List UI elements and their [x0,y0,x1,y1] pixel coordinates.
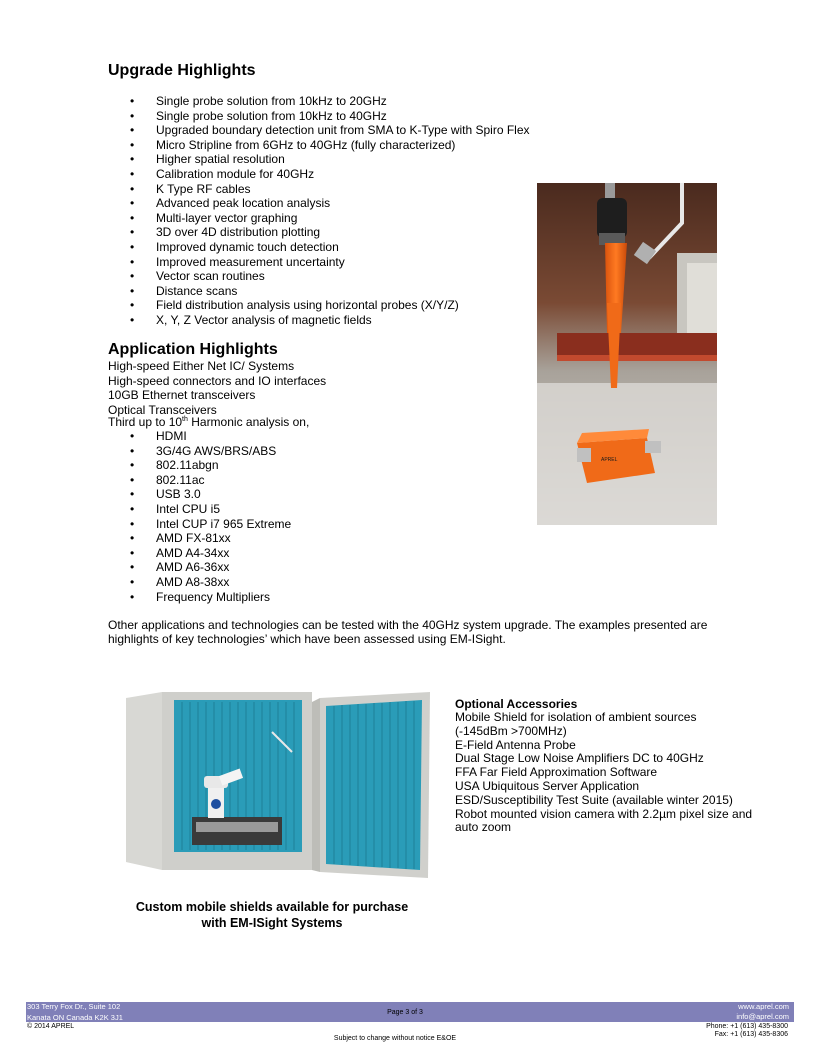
probe-photo [537,183,717,525]
caption-line-1: Custom mobile shields available for purchase [135,900,409,914]
application-list-item: • 3G/4G AWS/BRS/ABS [108,444,508,459]
upgrade-list-item: • Advanced peak location analysis [108,196,548,211]
application-list-item: • 802.11ac [108,473,508,488]
footer-website-link[interactable]: www.aprel.com [738,1002,789,1011]
harmonic-pre: Third up to 10 [108,415,183,429]
application-line: 10GB Ethernet transceivers [108,388,256,402]
upgrade-list-item: • Micro Stripline from 6GHz to 40GHz (fully characterized) [108,138,548,153]
upgrade-list-item: • Improved measurement uncertainty [108,255,548,270]
accessory-item: (-145dBm >700MHz) [455,723,567,738]
footer-fax: Fax: +1 (613) 435-8306 [714,1031,788,1038]
application-list [108,429,508,604]
upgrade-list-item: • Upgraded boundary detection unit from SMA to K-Type with Spiro Flex [108,123,548,138]
footer-address-line-2: Kanata ON Canada K2K 3J1 [27,1013,123,1022]
accessories-heading: Optional Accessories [455,697,578,711]
accessory-item: USA Ubiquitous Server Application [455,778,640,793]
footer-page-number: Page 3 of 3 [387,1009,423,1016]
upgrade-list-item: • Vector scan routines [108,269,548,284]
upgrade-list [108,94,548,328]
application-list-item: • AMD A4-34xx [108,546,508,561]
accessory-item: E-Field Antenna Probe [455,737,576,752]
application-list-item: • Frequency Multipliers [108,590,508,605]
application-list-item: • AMD A6-36xx [108,560,508,575]
upgrade-list-item: • 3D over 4D distribution plotting [108,225,548,240]
upgrade-list-item: • Multi-layer vector graphing [108,211,548,226]
footer-phone: Phone: +1 (613) 435-8300 [706,1023,788,1030]
accessory-item: Robot mounted vision camera with 2.2µm pixel size and auto zoom [455,806,753,835]
footer-email-link[interactable]: info@aprel.com [736,1012,789,1021]
caption-line-2: with EM-ISight Systems [201,916,343,930]
shield-caption [108,899,436,931]
application-list-item: • Intel CPU i5 [108,502,508,517]
upgrade-list-item: • Higher spatial resolution [108,152,548,167]
upgrade-list-item: • Improved dynamic touch detection [108,240,548,255]
harmonic-line [108,415,508,430]
upgrade-list-item: • Calibration module for 40GHz [108,167,548,182]
application-list-item: • USB 3.0 [108,487,508,502]
accessory-item: ESD/Susceptibility Test Suite (available winter 2015) [455,792,733,807]
upgrade-list-item: • Field distribution analysis using horizontal probes (X/Y/Z) [108,298,548,313]
application-list-item: • 802.11abgn [108,458,508,473]
upgrade-list-item: • Distance scans [108,284,548,299]
application-line: High-speed connectors and IO interfaces [108,373,327,388]
upgrade-list-item: • K Type RF cables [108,182,548,197]
other-paragraph: Other applications and technologies can be tested with the 40GHz system upgrade. The examples presented are highlights of key technologies’ which have been assessed using EM-ISight. [108,618,708,646]
application-list-item: • Intel CUP i7 965 Extreme [108,517,508,532]
application-line: Optical Transceivers [108,402,217,417]
probe-label: APREL [601,457,618,463]
shield-photo [122,692,434,878]
footer-copyright: © 2014 APREL [27,1023,75,1030]
accessory-item: Mobile Shield for isolation of ambient sources [455,710,697,724]
harmonic-sup: th [182,416,188,423]
upgrade-list-item: • X, Y, Z Vector analysis of magnetic fields [108,313,548,328]
accessories-list [455,711,765,835]
accessory-item: FFA Far Field Approximation Software [455,765,658,780]
application-list-item: • HDMI [108,429,508,444]
application-intro [108,359,508,417]
application-line: High-speed Either Net IC/ Systems [108,359,295,373]
upgrade-list-item: • Single probe solution from 10kHz to 20GHz [108,94,548,109]
footer-address-line-1: 303 Terry Fox Dr., Suite 102 [27,1002,121,1011]
accessory-item: Dual Stage Low Noise Amplifiers DC to 40GHz [455,751,704,766]
upgrade-heading: Upgrade Highlights [108,62,256,79]
application-list-item: • AMD FX-81xx [108,531,508,546]
application-list-item: • AMD A8-38xx [108,575,508,590]
footer-notice: Subject to change without notice E&OE [333,1035,457,1042]
application-heading: Application Highlights [108,341,278,358]
harmonic-post: Harmonic analysis on, [187,415,310,429]
upgrade-list-item: • Single probe solution from 10kHz to 40GHz [108,109,548,124]
